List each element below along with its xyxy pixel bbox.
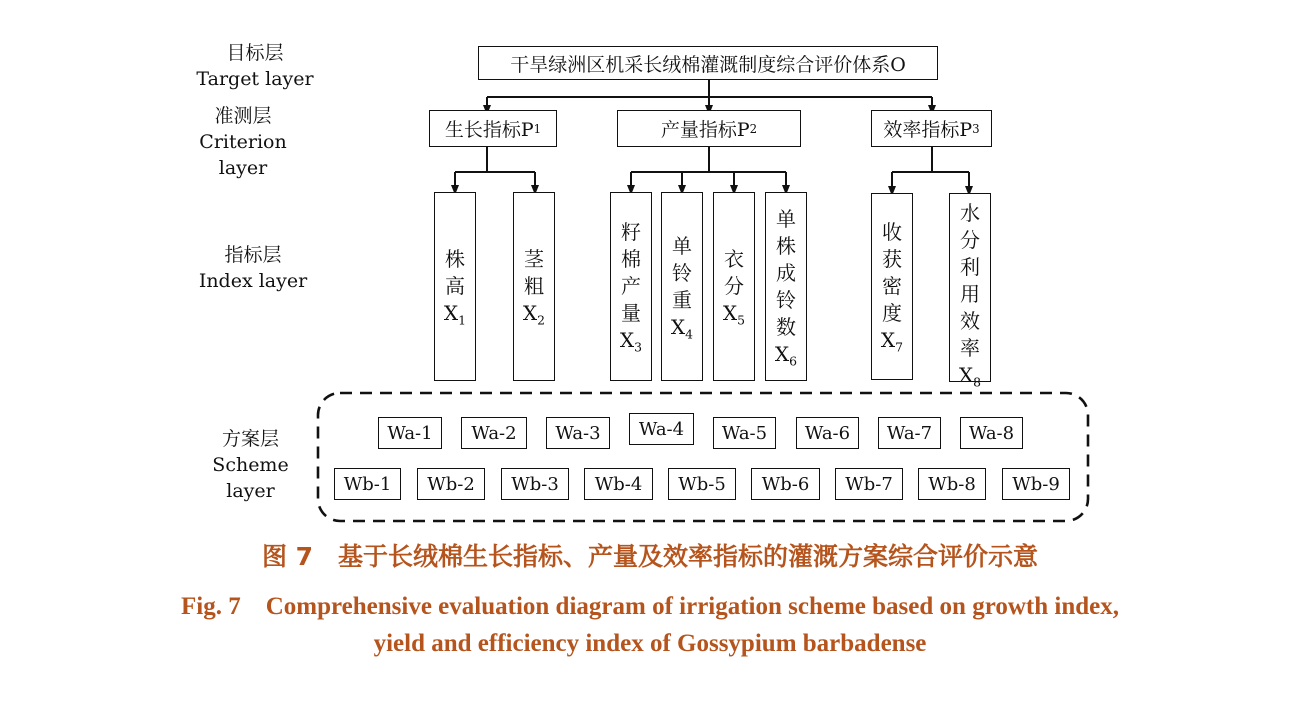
scheme-box-wa: Wa-4 — [629, 413, 694, 445]
index-chars: 单 株 成 铃 数 — [776, 206, 796, 339]
criterion-box-p2: 产量指标P 2 — [617, 110, 801, 147]
scheme-box-wa: Wa-3 — [546, 417, 610, 449]
scheme-box-wa: Wa-6 — [796, 417, 859, 449]
index-chars: 茎 粗 — [524, 247, 544, 298]
scheme-box-wa: Wa-7 — [878, 417, 941, 449]
criterion-label: 产量指标P — [660, 119, 750, 141]
scheme-box-wb: Wb-6 — [751, 468, 820, 500]
index-box-x5 — [713, 192, 755, 381]
target-layer-label — [195, 40, 315, 92]
scheme-layer-label — [188, 426, 313, 504]
index-box-x3 — [610, 192, 652, 381]
criterion-layer-cn: 准测层 — [214, 105, 272, 127]
scheme-box-wa: Wa-5 — [713, 417, 776, 449]
scheme-box-wb: Wb-3 — [501, 468, 569, 500]
index-chars: 单 铃 重 — [672, 233, 692, 312]
criterion-layer-en: Criterion layer — [199, 131, 287, 179]
index-symbol: $X_5$ — [722, 301, 746, 328]
index-symbol: $X_8$ — [958, 363, 982, 390]
scheme-layer-cn: 方案层 — [221, 428, 279, 450]
index-symbol: $X_1$ — [443, 301, 467, 328]
index-box-x2 — [513, 192, 555, 381]
index-symbol: $X_6$ — [774, 341, 798, 368]
index-box-x8 — [949, 193, 991, 390]
index-layer-label — [193, 242, 313, 294]
scheme-box-wb: Wb-1 — [334, 468, 401, 500]
criterion-box-p3: 效率指标P 3 — [871, 110, 992, 147]
scheme-box-wb: Wb-9 — [1002, 468, 1070, 500]
index-chars: 收 获 密 度 — [882, 220, 902, 325]
figure-caption-cn: 图 7 基于长绒棉生长指标、产量及效率指标的灌溉方案综合评价示意 — [261, 542, 1039, 571]
index-chars: 衣 分 — [724, 247, 744, 298]
figure-caption-en-line1: Fig. 7 Comprehensive evaluation diagram of irrigation scheme based on growth index, — [181, 593, 1119, 620]
scheme-box-wa: Wa-1 — [378, 417, 442, 449]
scheme-box-wa: Wa-2 — [461, 417, 527, 449]
target-layer-cn: 目标层 — [226, 42, 284, 64]
target-box — [478, 46, 938, 80]
scheme-container — [318, 393, 1088, 521]
index-chars: 株 高 — [445, 247, 465, 298]
index-symbol: $X_3$ — [619, 328, 643, 355]
index-symbol: $X_4$ — [670, 314, 694, 341]
index-layer-cn: 指标层 — [224, 244, 282, 266]
target-layer-en: Target layer — [196, 68, 314, 90]
scheme-box-wb: Wb-4 — [584, 468, 653, 500]
index-layer-en: Index layer — [198, 270, 308, 292]
scheme-box-wb: Wb-8 — [918, 468, 986, 500]
criterion-box-p1: 生长指标P 1 — [429, 110, 557, 147]
scheme-box-wa: Wa-8 — [960, 417, 1023, 449]
index-symbol: $X_2$ — [522, 301, 546, 328]
index-chars: 水 分 利 用 效 率 — [960, 201, 980, 360]
scheme-box-wb: Wb-2 — [417, 468, 485, 500]
index-box-x6 — [765, 192, 807, 381]
criterion-label: 生长指标P — [444, 119, 534, 141]
index-box-x1 — [434, 192, 476, 381]
scheme-box-wb: Wb-7 — [835, 468, 903, 500]
criterion-layer-label — [173, 103, 313, 181]
scheme-layer-en: Scheme layer — [212, 454, 289, 502]
index-chars: 籽 棉 产 量 — [621, 220, 641, 325]
scheme-box-wb: Wb-5 — [668, 468, 736, 500]
target-box-label: 干旱绿洲区机采长绒棉灌溉制度综合评价体系O — [510, 53, 906, 76]
index-symbol: $X_7$ — [880, 328, 904, 355]
figure-caption-en-line2: yield and efficiency index of Gossypium barbadense — [373, 630, 927, 657]
criterion-label: 效率指标P — [883, 119, 973, 141]
index-box-x4 — [661, 192, 703, 381]
index-box-x7 — [871, 193, 913, 380]
